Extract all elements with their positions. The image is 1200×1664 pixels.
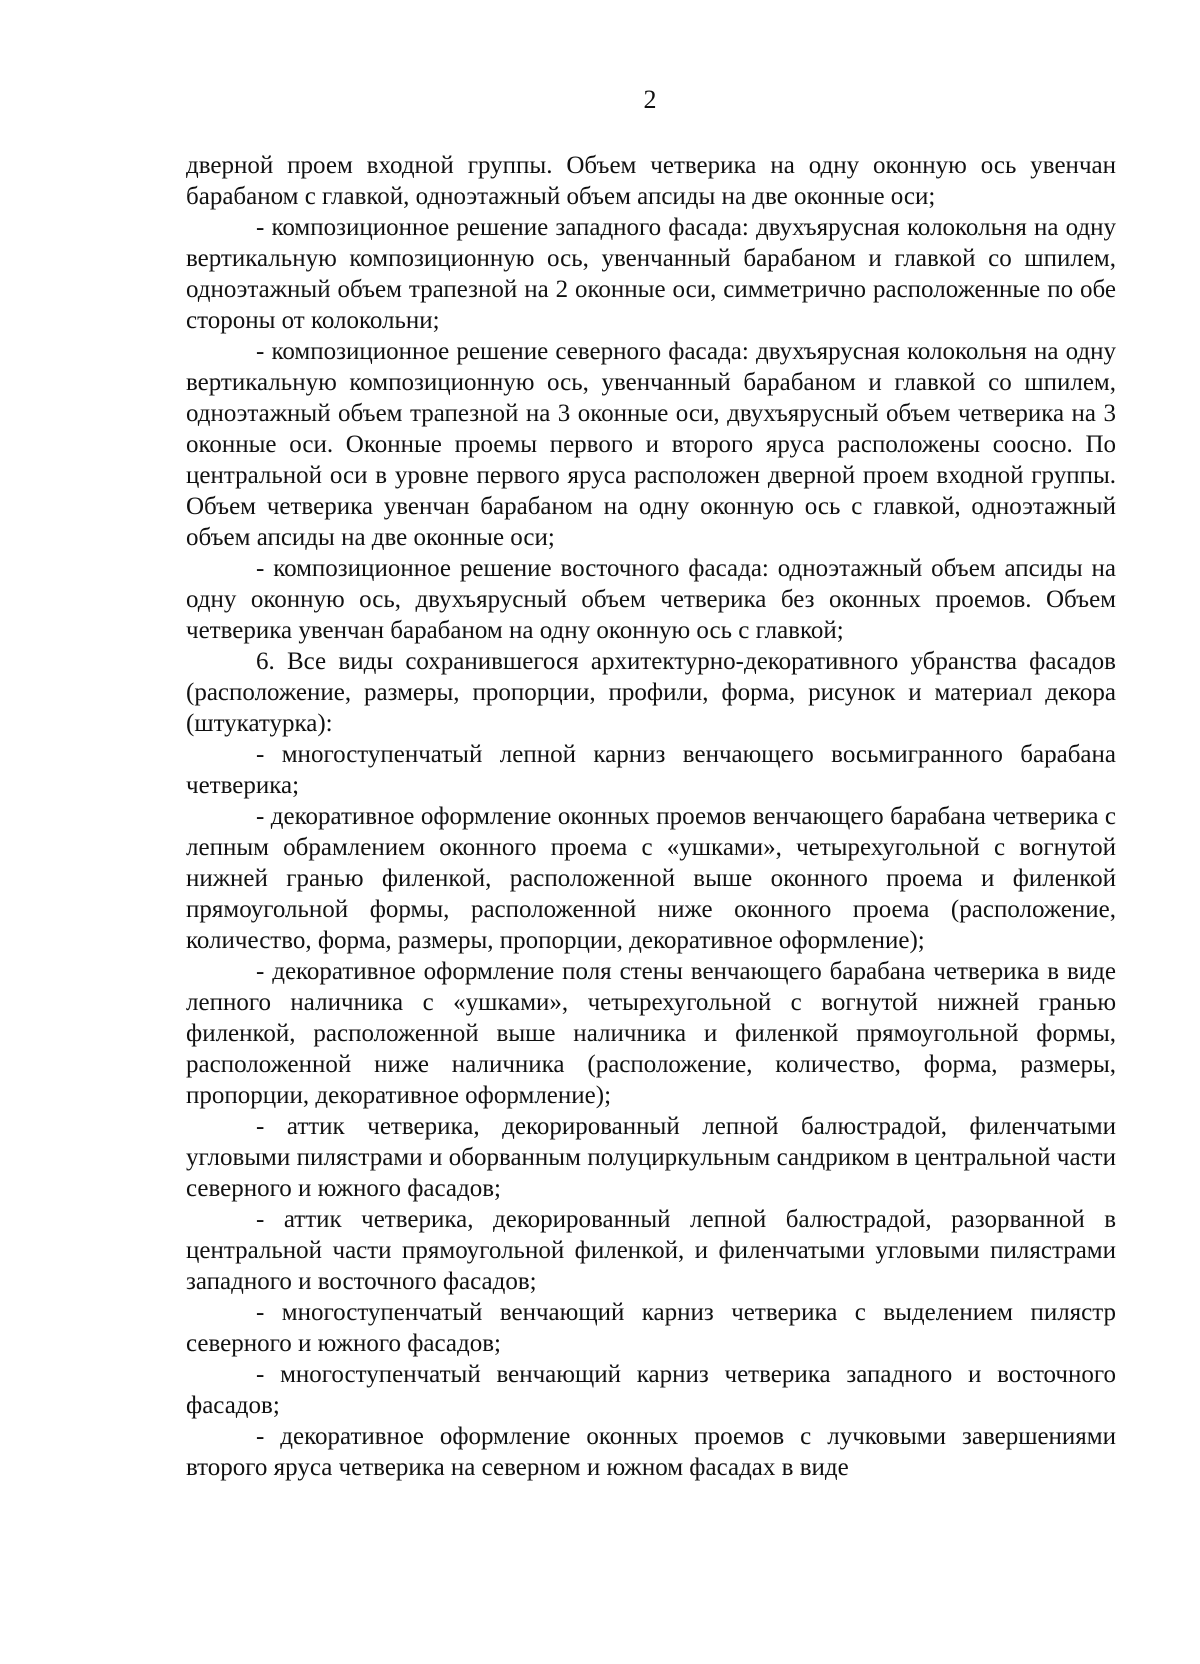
paragraph: - композиционное решение восточного фасада: одноэтажный объем апсиды на одну оконную ось, двухъярусный объем четверика без оконных проемов. Объем четверика увенчан барабаном на одну оконную ось с главкой; (186, 555, 1116, 644)
paragraph: - композиционное решение западного фасада: двухъярусная колокольня на одну вертикальную композиционную ось, увенчанный барабаном и главкой со шпилем, одноэтажный объем трапезной на 2 оконные оси, симметрично расположенные по обе стороны от колокольни; (186, 214, 1116, 334)
paragraph: - декоративное оформление оконных проемов венчающего барабана четверика с лепным обрамлением оконного проема с «ушками», четырехугольной с вогнутой нижней гранью филенкой, расположенной выше оконного проема и филенкой прямоугольной формы, расположенной ниже оконного проема (расположение, количество, форма, размеры, пропорции, декоративное оформление); (186, 803, 1116, 954)
paragraph: - декоративное оформление оконных проемов с лучковыми завершениями второго яруса четверика на северном и южном фасадах в виде (186, 1423, 1116, 1481)
paragraph: - композиционное решение северного фасада: двухъярусная колокольня на одну вертикальную композиционную ось, увенчанный барабаном и главкой со шпилем, одноэтажный объем трапезной на 3 оконные оси, двухъярусный объем четверика на 3 оконные оси. Оконные проемы первого и второго яруса расположены соосно. По центральной оси в уровне первого яруса расположен дверной проем входной группы. Объем четверика увенчан барабаном на одну оконную ось с главкой, одноэтажный объем апсиды на две оконные оси; (186, 338, 1116, 551)
paragraph: - многоступенчатый венчающий карниз четверика западного и восточного фасадов; (186, 1361, 1116, 1419)
body-text (186, 150, 1116, 1483)
paragraph: - многоступенчатый лепной карниз венчающего восьмигранного барабана четверика; (186, 741, 1116, 799)
page-number: 2 (643, 85, 657, 114)
paragraph: дверной проем входной группы. Объем четверика на одну оконную ось увенчан барабаном с главкой, одноэтажный объем апсиды на две оконные оси; (186, 152, 1116, 210)
paragraph: - аттик четверика, декорированный лепной балюстрадой, разорванной в центральной части прямоугольной филенкой, и филенчатыми угловыми пилястрами западного и восточного фасадов; (186, 1206, 1116, 1295)
paragraph: - аттик четверика, декорированный лепной балюстрадой, филенчатыми угловыми пилястрами и оборванным полуциркульным сандриком в центральной части северного и южного фасадов; (186, 1113, 1116, 1202)
paragraph: - декоративное оформление поля стены венчающего барабана четверика в виде лепного наличника с «ушками», четырехугольной с вогнутой нижней гранью филенкой, расположенной выше наличника и филенкой прямоугольной формы, расположенной ниже наличника (расположение, количество, форма, размеры, пропорции, декоративное оформление); (186, 958, 1116, 1109)
paragraph: - многоступенчатый венчающий карниз четверика с выделением пилястр северного и южного фасадов; (186, 1299, 1116, 1357)
paragraph: 6. Все виды сохранившегося архитектурно-декоративного убранства фасадов (расположение, размеры, пропорции, профили, форма, рисунок и материал декора (штукатурка): (186, 648, 1116, 737)
